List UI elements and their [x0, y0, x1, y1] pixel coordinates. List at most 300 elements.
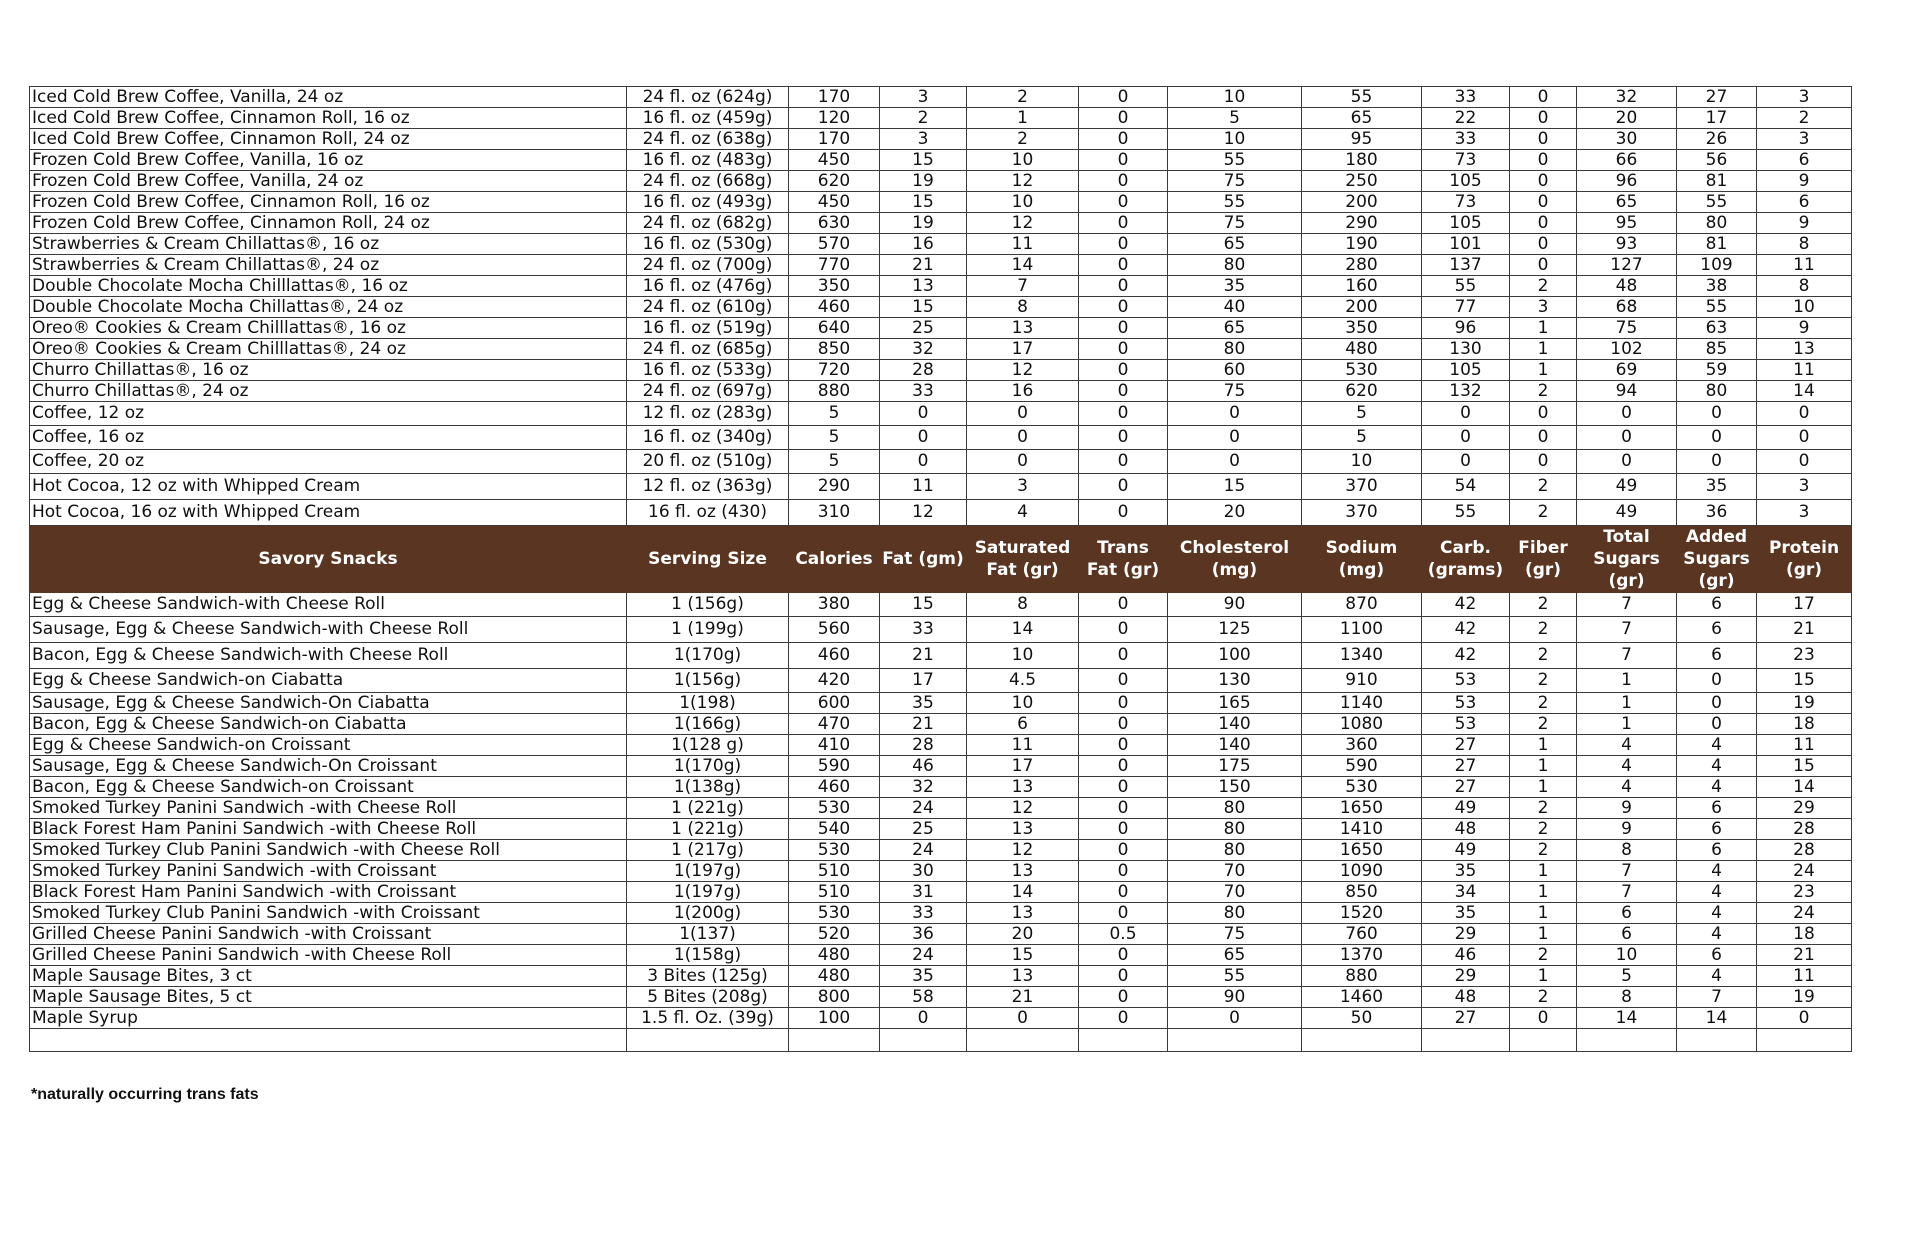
calories-cell: 480 — [789, 966, 880, 987]
trans-fat-cell: 0 — [1079, 255, 1168, 276]
protein-cell: 21 — [1757, 617, 1852, 643]
serving-size-cell: 16 fl. oz (483g) — [627, 150, 789, 171]
total-sugars-cell: 102 — [1577, 339, 1677, 360]
table-row — [30, 987, 1852, 1008]
calories-cell: 480 — [789, 945, 880, 966]
item-name-cell: Coffee, 16 oz — [30, 426, 627, 450]
fiber-cell: 0 — [1510, 255, 1577, 276]
serving-size-cell: 1 (156g) — [627, 593, 789, 617]
saturated-fat-cell: 12 — [967, 213, 1079, 234]
added-sugars-cell: 0 — [1677, 669, 1757, 693]
footnote: *naturally occurring trans fats — [31, 1086, 259, 1103]
calories-cell: 880 — [789, 381, 880, 402]
saturated-fat-cell: 6 — [967, 714, 1079, 735]
serving-size-cell: 1(197g) — [627, 861, 789, 882]
protein-cell: 3 — [1757, 129, 1852, 150]
table-row — [30, 819, 1852, 840]
sodium-cell: 95 — [1302, 129, 1422, 150]
fiber-cell: 0 — [1510, 129, 1577, 150]
calories-cell: 510 — [789, 861, 880, 882]
empty-row — [30, 1029, 1852, 1052]
fiber-cell: 1 — [1510, 735, 1577, 756]
trans-fat-cell: 0 — [1079, 318, 1168, 339]
carb-cell: 42 — [1422, 643, 1510, 669]
protein-cell: 28 — [1757, 819, 1852, 840]
serving-size-cell: 1 (221g) — [627, 798, 789, 819]
item-name-cell: Sausage, Egg & Cheese Sandwich-On Croissant — [30, 756, 627, 777]
fiber-cell: 2 — [1510, 474, 1577, 500]
total-sugars-cell: 0 — [1577, 402, 1677, 426]
added-sugars-cell: 63 — [1677, 318, 1757, 339]
table-row — [30, 450, 1852, 474]
sodium-cell: 250 — [1302, 171, 1422, 192]
cholesterol-cell: 10 — [1168, 87, 1302, 108]
trans-fat-cell: 0 — [1079, 500, 1168, 526]
fat-cell: 17 — [880, 669, 967, 693]
table-row — [30, 381, 1852, 402]
added-sugars-cell: 14 — [1677, 1008, 1757, 1029]
carb-cell: 22 — [1422, 108, 1510, 129]
fat-cell: 0 — [880, 1008, 967, 1029]
header-carb: Carb. (grams) — [1422, 526, 1510, 593]
fat-cell: 19 — [880, 171, 967, 192]
carb-cell: 96 — [1422, 318, 1510, 339]
saturated-fat-cell: 11 — [967, 234, 1079, 255]
sodium-cell: 200 — [1302, 297, 1422, 318]
protein-cell: 11 — [1757, 255, 1852, 276]
trans-fat-cell: 0 — [1079, 150, 1168, 171]
protein-cell: 8 — [1757, 234, 1852, 255]
cholesterol-cell: 0 — [1168, 450, 1302, 474]
table-row — [30, 798, 1852, 819]
total-sugars-cell: 95 — [1577, 213, 1677, 234]
fiber-cell: 2 — [1510, 643, 1577, 669]
serving-size-cell: 1(138g) — [627, 777, 789, 798]
sodium-cell: 370 — [1302, 500, 1422, 526]
sodium-cell: 480 — [1302, 339, 1422, 360]
total-sugars-cell: 8 — [1577, 987, 1677, 1008]
fat-cell: 35 — [880, 693, 967, 714]
sodium-cell: 1650 — [1302, 840, 1422, 861]
savory-header-row — [30, 526, 1852, 593]
item-name-cell: Frozen Cold Brew Coffee, Vanilla, 24 oz — [30, 171, 627, 192]
calories-cell: 120 — [789, 108, 880, 129]
carb-cell: 53 — [1422, 693, 1510, 714]
total-sugars-cell: 66 — [1577, 150, 1677, 171]
fiber-cell: 2 — [1510, 381, 1577, 402]
fiber-cell: 0 — [1510, 402, 1577, 426]
calories-cell: 530 — [789, 798, 880, 819]
saturated-fat-cell: 2 — [967, 87, 1079, 108]
serving-size-cell: 24 fl. oz (700g) — [627, 255, 789, 276]
added-sugars-cell: 0 — [1677, 402, 1757, 426]
protein-cell: 8 — [1757, 276, 1852, 297]
item-name-cell: Bacon, Egg & Cheese Sandwich-with Cheese Roll — [30, 643, 627, 669]
trans-fat-cell: 0 — [1079, 714, 1168, 735]
fat-cell: 15 — [880, 297, 967, 318]
carb-cell: 49 — [1422, 840, 1510, 861]
sodium-cell: 1100 — [1302, 617, 1422, 643]
fiber-cell: 0 — [1510, 213, 1577, 234]
item-name-cell: Maple Sausage Bites, 5 ct — [30, 987, 627, 1008]
protein-cell: 19 — [1757, 693, 1852, 714]
protein-cell: 23 — [1757, 882, 1852, 903]
total-sugars-cell: 10 — [1577, 945, 1677, 966]
item-name-cell: Frozen Cold Brew Coffee, Cinnamon Roll, 24 oz — [30, 213, 627, 234]
header-saturated-fat: Saturated Fat (gr) — [967, 526, 1079, 593]
saturated-fat-cell: 7 — [967, 276, 1079, 297]
added-sugars-cell: 6 — [1677, 593, 1757, 617]
sodium-cell: 370 — [1302, 474, 1422, 500]
table-row — [30, 882, 1852, 903]
calories-cell: 100 — [789, 1008, 880, 1029]
added-sugars-cell: 0 — [1677, 426, 1757, 450]
fat-cell: 16 — [880, 234, 967, 255]
trans-fat-cell: 0 — [1079, 171, 1168, 192]
table-row — [30, 474, 1852, 500]
added-sugars-cell: 6 — [1677, 819, 1757, 840]
cholesterol-cell: 0 — [1168, 402, 1302, 426]
cholesterol-cell: 0 — [1168, 426, 1302, 450]
total-sugars-cell: 68 — [1577, 297, 1677, 318]
calories-cell: 640 — [789, 318, 880, 339]
calories-cell: 380 — [789, 593, 880, 617]
total-sugars-cell: 4 — [1577, 777, 1677, 798]
fiber-cell: 2 — [1510, 276, 1577, 297]
sodium-cell: 200 — [1302, 192, 1422, 213]
fat-cell: 33 — [880, 617, 967, 643]
fat-cell: 35 — [880, 966, 967, 987]
item-name-cell: Grilled Cheese Panini Sandwich -with Cheese Roll — [30, 945, 627, 966]
trans-fat-cell: 0 — [1079, 693, 1168, 714]
trans-fat-cell: 0 — [1079, 234, 1168, 255]
table-row — [30, 87, 1852, 108]
fat-cell: 58 — [880, 987, 967, 1008]
serving-size-cell: 1 (221g) — [627, 819, 789, 840]
trans-fat-cell: 0 — [1079, 669, 1168, 693]
fiber-cell: 2 — [1510, 500, 1577, 526]
protein-cell: 11 — [1757, 966, 1852, 987]
header-serving-size: Serving Size — [627, 526, 789, 593]
serving-size-cell: 16 fl. oz (493g) — [627, 192, 789, 213]
table-row — [30, 297, 1852, 318]
fat-cell: 12 — [880, 500, 967, 526]
protein-cell: 18 — [1757, 714, 1852, 735]
protein-cell: 14 — [1757, 381, 1852, 402]
fat-cell: 28 — [880, 735, 967, 756]
table-row — [30, 593, 1852, 617]
table-row — [30, 693, 1852, 714]
serving-size-cell: 16 fl. oz (459g) — [627, 108, 789, 129]
cholesterol-cell: 15 — [1168, 474, 1302, 500]
added-sugars-cell: 109 — [1677, 255, 1757, 276]
saturated-fat-cell: 4 — [967, 500, 1079, 526]
fiber-cell: 0 — [1510, 171, 1577, 192]
trans-fat-cell: 0 — [1079, 402, 1168, 426]
saturated-fat-cell: 13 — [967, 966, 1079, 987]
table-row — [30, 426, 1852, 450]
cholesterol-cell: 130 — [1168, 669, 1302, 693]
cholesterol-cell: 80 — [1168, 819, 1302, 840]
sodium-cell: 1460 — [1302, 987, 1422, 1008]
carb-cell: 49 — [1422, 798, 1510, 819]
calories-cell: 460 — [789, 297, 880, 318]
total-sugars-cell: 6 — [1577, 903, 1677, 924]
sodium-cell: 910 — [1302, 669, 1422, 693]
sodium-cell: 190 — [1302, 234, 1422, 255]
total-sugars-cell: 0 — [1577, 450, 1677, 474]
item-name-cell: Black Forest Ham Panini Sandwich -with Cheese Roll — [30, 819, 627, 840]
sodium-cell: 1370 — [1302, 945, 1422, 966]
added-sugars-cell: 6 — [1677, 798, 1757, 819]
fiber-cell: 2 — [1510, 987, 1577, 1008]
fat-cell: 32 — [880, 339, 967, 360]
calories-cell: 410 — [789, 735, 880, 756]
protein-cell: 13 — [1757, 339, 1852, 360]
carb-cell: 33 — [1422, 87, 1510, 108]
cholesterol-cell: 140 — [1168, 714, 1302, 735]
sodium-cell: 350 — [1302, 318, 1422, 339]
header-trans-fat: Trans Fat (gr) — [1079, 526, 1168, 593]
saturated-fat-cell: 13 — [967, 318, 1079, 339]
calories-cell: 170 — [789, 87, 880, 108]
savory-header-section — [30, 526, 1852, 593]
total-sugars-cell: 127 — [1577, 255, 1677, 276]
fiber-cell: 1 — [1510, 339, 1577, 360]
sodium-cell: 5 — [1302, 426, 1422, 450]
carb-cell: 27 — [1422, 756, 1510, 777]
saturated-fat-cell: 21 — [967, 987, 1079, 1008]
serving-size-cell: 1(156g) — [627, 669, 789, 693]
total-sugars-cell: 65 — [1577, 192, 1677, 213]
cholesterol-cell: 55 — [1168, 192, 1302, 213]
saturated-fat-cell: 12 — [967, 840, 1079, 861]
fat-cell: 21 — [880, 255, 967, 276]
calories-cell: 720 — [789, 360, 880, 381]
item-name-cell: Smoked Turkey Panini Sandwich -with Croissant — [30, 861, 627, 882]
carb-cell: 105 — [1422, 360, 1510, 381]
cholesterol-cell: 75 — [1168, 924, 1302, 945]
carb-cell: 0 — [1422, 426, 1510, 450]
calories-cell: 170 — [789, 129, 880, 150]
header-fat: Fat (gm) — [880, 526, 967, 593]
cholesterol-cell: 125 — [1168, 617, 1302, 643]
table-row — [30, 1008, 1852, 1029]
sodium-cell: 1080 — [1302, 714, 1422, 735]
carb-cell: 46 — [1422, 945, 1510, 966]
sodium-cell: 10 — [1302, 450, 1422, 474]
total-sugars-cell: 7 — [1577, 882, 1677, 903]
protein-cell: 6 — [1757, 192, 1852, 213]
fiber-cell: 2 — [1510, 669, 1577, 693]
table-row — [30, 714, 1852, 735]
carb-cell: 0 — [1422, 450, 1510, 474]
carb-cell: 35 — [1422, 903, 1510, 924]
trans-fat-cell: 0 — [1079, 474, 1168, 500]
fiber-cell: 1 — [1510, 903, 1577, 924]
saturated-fat-cell: 12 — [967, 171, 1079, 192]
fat-cell: 15 — [880, 150, 967, 171]
calories-cell: 520 — [789, 924, 880, 945]
saturated-fat-cell: 13 — [967, 777, 1079, 798]
protein-cell: 0 — [1757, 450, 1852, 474]
item-name-cell: Egg & Cheese Sandwich-on Croissant — [30, 735, 627, 756]
carb-cell: 54 — [1422, 474, 1510, 500]
cholesterol-cell: 75 — [1168, 213, 1302, 234]
carb-cell: 27 — [1422, 735, 1510, 756]
added-sugars-cell: 6 — [1677, 617, 1757, 643]
total-sugars-cell: 4 — [1577, 756, 1677, 777]
added-sugars-cell: 4 — [1677, 861, 1757, 882]
trans-fat-cell: 0 — [1079, 360, 1168, 381]
total-sugars-cell: 32 — [1577, 87, 1677, 108]
saturated-fat-cell: 14 — [967, 882, 1079, 903]
total-sugars-cell: 1 — [1577, 714, 1677, 735]
cholesterol-cell: 80 — [1168, 840, 1302, 861]
fiber-cell: 2 — [1510, 819, 1577, 840]
item-name-cell: Churro Chillattas®, 16 oz — [30, 360, 627, 381]
total-sugars-cell: 4 — [1577, 735, 1677, 756]
carb-cell: 132 — [1422, 381, 1510, 402]
fiber-cell: 0 — [1510, 150, 1577, 171]
item-name-cell: Bacon, Egg & Cheese Sandwich-on Croissant — [30, 777, 627, 798]
table-row — [30, 402, 1852, 426]
total-sugars-cell: 0 — [1577, 426, 1677, 450]
added-sugars-cell: 56 — [1677, 150, 1757, 171]
added-sugars-cell: 38 — [1677, 276, 1757, 297]
trans-fat-cell: 0 — [1079, 903, 1168, 924]
fiber-cell: 2 — [1510, 798, 1577, 819]
saturated-fat-cell: 17 — [967, 339, 1079, 360]
trans-fat-cell: 0 — [1079, 987, 1168, 1008]
serving-size-cell: 16 fl. oz (340g) — [627, 426, 789, 450]
cholesterol-cell: 35 — [1168, 276, 1302, 297]
item-name-cell: Maple Syrup — [30, 1008, 627, 1029]
trans-fat-cell: 0 — [1079, 426, 1168, 450]
fat-cell: 21 — [880, 714, 967, 735]
serving-size-cell: 20 fl. oz (510g) — [627, 450, 789, 474]
trans-fat-cell: 0 — [1079, 129, 1168, 150]
sodium-cell: 760 — [1302, 924, 1422, 945]
item-name-cell: Black Forest Ham Panini Sandwich -with Croissant — [30, 882, 627, 903]
cholesterol-cell: 165 — [1168, 693, 1302, 714]
table-row — [30, 129, 1852, 150]
protein-cell: 2 — [1757, 108, 1852, 129]
fiber-cell: 2 — [1510, 593, 1577, 617]
total-sugars-cell: 8 — [1577, 840, 1677, 861]
total-sugars-cell: 94 — [1577, 381, 1677, 402]
cholesterol-cell: 80 — [1168, 255, 1302, 276]
protein-cell: 0 — [1757, 1008, 1852, 1029]
sodium-cell: 1410 — [1302, 819, 1422, 840]
trans-fat-cell: 0 — [1079, 593, 1168, 617]
total-sugars-cell: 96 — [1577, 171, 1677, 192]
fiber-cell: 0 — [1510, 234, 1577, 255]
table-row — [30, 861, 1852, 882]
header-fiber: Fiber (gr) — [1510, 526, 1577, 593]
total-sugars-cell: 9 — [1577, 819, 1677, 840]
total-sugars-cell: 7 — [1577, 861, 1677, 882]
beverages-section — [30, 87, 1852, 526]
carb-cell: 55 — [1422, 276, 1510, 297]
fat-cell: 36 — [880, 924, 967, 945]
cholesterol-cell: 90 — [1168, 593, 1302, 617]
added-sugars-cell: 4 — [1677, 735, 1757, 756]
added-sugars-cell: 27 — [1677, 87, 1757, 108]
protein-cell: 24 — [1757, 861, 1852, 882]
serving-size-cell: 24 fl. oz (624g) — [627, 87, 789, 108]
calories-cell: 530 — [789, 840, 880, 861]
saturated-fat-cell: 10 — [967, 643, 1079, 669]
protein-cell: 0 — [1757, 402, 1852, 426]
fiber-cell: 1 — [1510, 360, 1577, 381]
table-end-section — [30, 1029, 1852, 1052]
added-sugars-cell: 81 — [1677, 171, 1757, 192]
calories-cell: 570 — [789, 234, 880, 255]
nutrition-table — [29, 86, 1852, 1052]
added-sugars-cell: 55 — [1677, 192, 1757, 213]
serving-size-cell: 1(137) — [627, 924, 789, 945]
fat-cell: 46 — [880, 756, 967, 777]
trans-fat-cell: 0 — [1079, 276, 1168, 297]
saturated-fat-cell: 8 — [967, 297, 1079, 318]
carb-cell: 55 — [1422, 500, 1510, 526]
protein-cell: 15 — [1757, 669, 1852, 693]
sodium-cell: 5 — [1302, 402, 1422, 426]
fiber-cell: 0 — [1510, 1008, 1577, 1029]
added-sugars-cell: 4 — [1677, 756, 1757, 777]
fat-cell: 31 — [880, 882, 967, 903]
fat-cell: 19 — [880, 213, 967, 234]
fat-cell: 32 — [880, 777, 967, 798]
sodium-cell: 55 — [1302, 87, 1422, 108]
serving-size-cell: 12 fl. oz (283g) — [627, 402, 789, 426]
serving-size-cell: 5 Bites (208g) — [627, 987, 789, 1008]
carb-cell: 105 — [1422, 171, 1510, 192]
cholesterol-cell: 90 — [1168, 987, 1302, 1008]
serving-size-cell: 16 fl. oz (519g) — [627, 318, 789, 339]
calories-cell: 630 — [789, 213, 880, 234]
fiber-cell: 2 — [1510, 693, 1577, 714]
sodium-cell: 850 — [1302, 882, 1422, 903]
fat-cell: 15 — [880, 192, 967, 213]
cholesterol-cell: 55 — [1168, 966, 1302, 987]
protein-cell: 3 — [1757, 87, 1852, 108]
added-sugars-cell: 4 — [1677, 924, 1757, 945]
trans-fat-cell: 0 — [1079, 1008, 1168, 1029]
added-sugars-cell: 4 — [1677, 903, 1757, 924]
item-name-cell: Egg & Cheese Sandwich-with Cheese Roll — [30, 593, 627, 617]
saturated-fat-cell: 14 — [967, 255, 1079, 276]
cholesterol-cell: 40 — [1168, 297, 1302, 318]
saturated-fat-cell: 2 — [967, 129, 1079, 150]
fat-cell: 15 — [880, 593, 967, 617]
protein-cell: 24 — [1757, 903, 1852, 924]
serving-size-cell: 1(198) — [627, 693, 789, 714]
total-sugars-cell: 7 — [1577, 593, 1677, 617]
trans-fat-cell: 0 — [1079, 735, 1168, 756]
calories-cell: 850 — [789, 339, 880, 360]
protein-cell: 29 — [1757, 798, 1852, 819]
saturated-fat-cell: 16 — [967, 381, 1079, 402]
fiber-cell: 1 — [1510, 924, 1577, 945]
fiber-cell: 0 — [1510, 87, 1577, 108]
carb-cell: 42 — [1422, 617, 1510, 643]
saturated-fat-cell: 4.5 — [967, 669, 1079, 693]
total-sugars-cell: 7 — [1577, 617, 1677, 643]
calories-cell: 450 — [789, 192, 880, 213]
fat-cell: 28 — [880, 360, 967, 381]
